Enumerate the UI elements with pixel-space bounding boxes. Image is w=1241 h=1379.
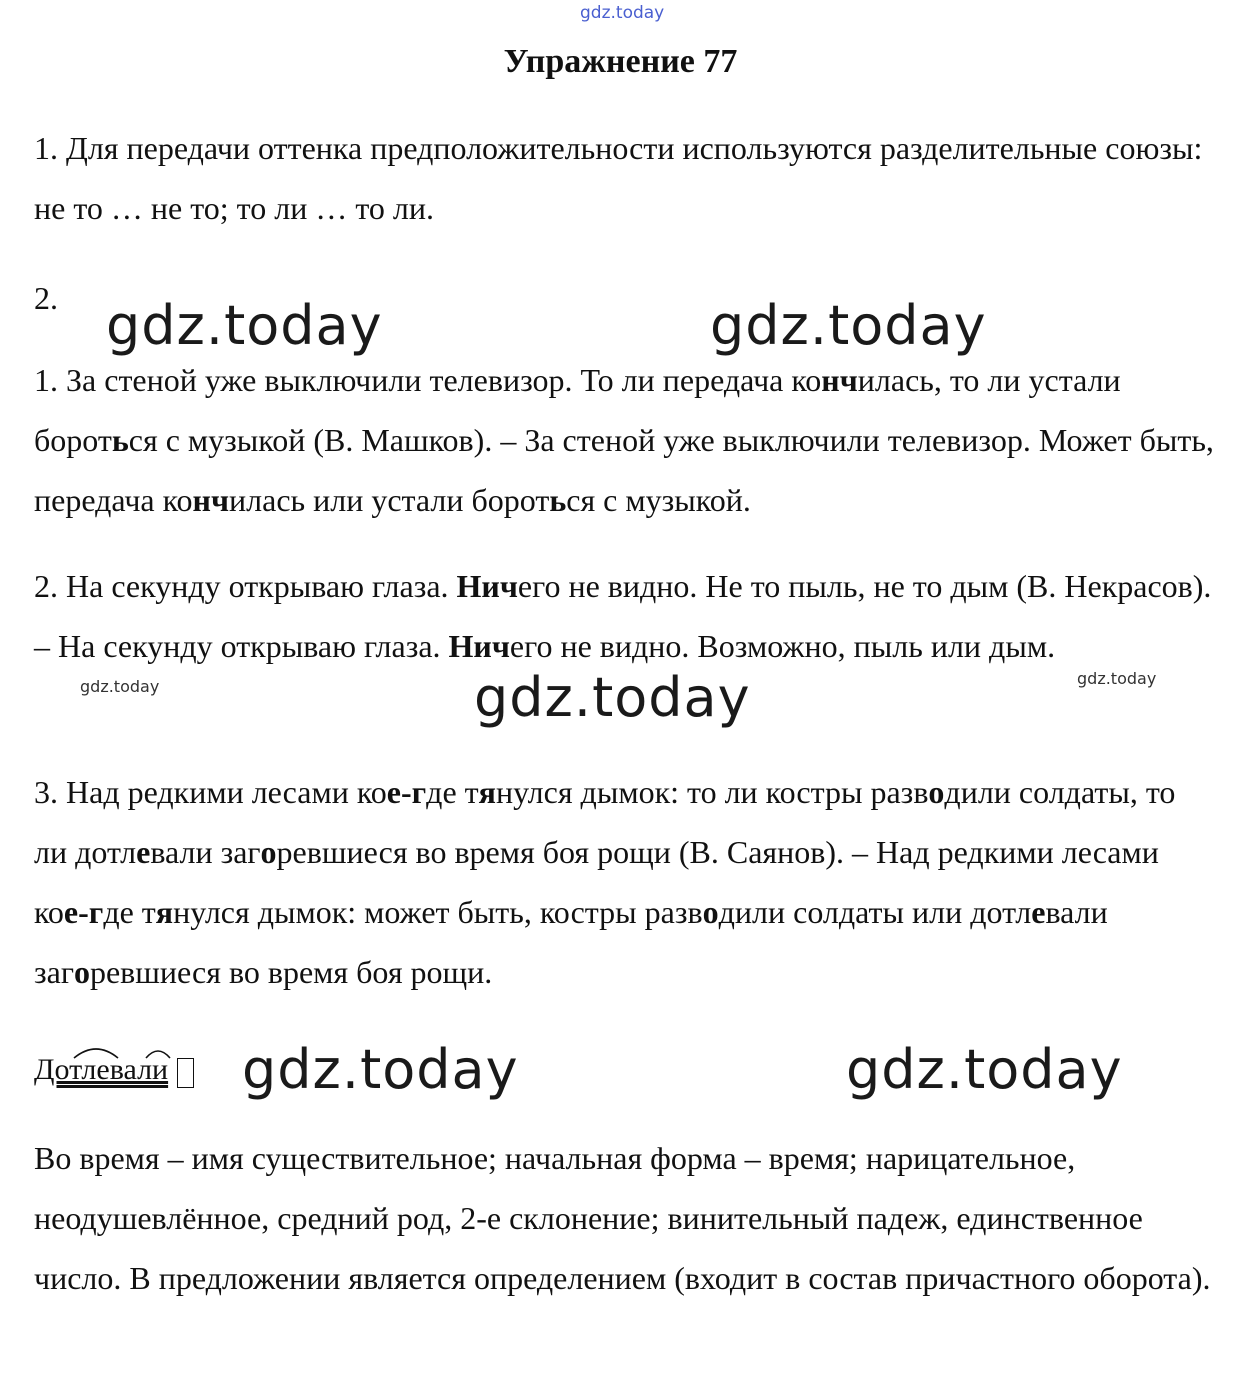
watermark-big: gdz.today bbox=[710, 294, 987, 357]
ending-box bbox=[177, 1058, 194, 1088]
text-run: ся с музыкой. bbox=[566, 482, 751, 518]
watermark-small: gdz.today bbox=[1077, 669, 1157, 688]
sentence-item-1 bbox=[34, 350, 1214, 530]
sentence-item-3 bbox=[34, 762, 1214, 1002]
highlighted-letters: ь bbox=[549, 482, 567, 518]
highlighted-letters: я bbox=[478, 774, 496, 810]
highlighted-letters: Нич bbox=[456, 568, 518, 604]
text-run: де т bbox=[426, 774, 479, 810]
text-run: 1. За стеной уже выключили телевизор. То ли передача ко bbox=[34, 362, 822, 398]
text-run: де т bbox=[103, 894, 156, 930]
text-run: дили солдаты, то ли дотл bbox=[34, 774, 1176, 870]
text-run: ревшиеся во время боя рощи (В. Саянов). – Над редкими лесами ко bbox=[34, 834, 1159, 930]
task1-text: 1. Для передачи оттенка предположительности используются разделительные союзы: не то … не то; то ли … то ли. bbox=[34, 130, 1203, 226]
highlighted-letters: о bbox=[260, 834, 277, 870]
highlighted-letters: ь bbox=[111, 422, 129, 458]
text-run: дили солдаты или дотл bbox=[718, 894, 1032, 930]
highlighted-letters: е-г bbox=[63, 894, 104, 930]
watermark-big: gdz.today bbox=[242, 1038, 519, 1101]
text-run: его не видно. Возможно, пыль или дым. bbox=[509, 628, 1056, 664]
highlighted-letters: нч bbox=[192, 482, 230, 518]
morphological-analysis-text: Во время – имя существительное; начальная форма – время; нарицательное, неодушевлённое, средний род, 2-е склонение; винительный падеж, единственное число. В предложении является определением (входит в состав причастного оборота). bbox=[34, 1140, 1211, 1296]
highlighted-letters: о bbox=[928, 774, 945, 810]
watermark-top: gdz.today bbox=[580, 3, 665, 23]
text-run: илась или устали борот bbox=[229, 482, 550, 518]
text-run: вали заг bbox=[34, 894, 1108, 990]
exercise-title: Упражнение 77 bbox=[503, 43, 738, 80]
highlighted-letters: е-г bbox=[386, 774, 427, 810]
task2-number: 2. bbox=[34, 280, 58, 316]
highlighted-letters: Нич bbox=[448, 628, 510, 664]
highlighted-letters: я bbox=[155, 894, 174, 930]
text-run: ревшиеся во время боя рощи. bbox=[89, 954, 493, 990]
highlighted-letters: е bbox=[136, 834, 151, 870]
text-run: нулся дымок: может быть, костры разв bbox=[173, 894, 703, 930]
text-run: нулся дымок: то ли костры разв bbox=[495, 774, 929, 810]
text-run: ся с музыкой (В. Машков). – За стеной уже выключили телевизор. Может быть, передача ко bbox=[34, 422, 1214, 518]
watermark-big: gdz.today bbox=[474, 666, 751, 729]
text-run: вали заг bbox=[150, 834, 261, 870]
text-run: 2. На секунду открываю глаза. bbox=[34, 568, 457, 604]
highlighted-letters: е bbox=[1031, 894, 1046, 930]
watermark-small: gdz.today bbox=[80, 677, 160, 696]
highlighted-letters: нч bbox=[821, 362, 858, 398]
morpheme-analysis-word: Дотлевали bbox=[34, 1053, 169, 1086]
sentence-item-2 bbox=[34, 556, 1214, 676]
watermark-big: gdz.today bbox=[106, 294, 383, 357]
watermark-big: gdz.today bbox=[846, 1038, 1123, 1101]
highlighted-letters: о bbox=[702, 894, 719, 930]
text-run: 3. Над редкими лесами ко bbox=[34, 774, 387, 810]
text-run: его не видно. Не то пыль, не то дым (В. Некрасов). – На секунду открываю глаза. bbox=[34, 568, 1212, 664]
text-run: илась, то ли устали борот bbox=[34, 362, 1121, 458]
highlighted-letters: о bbox=[73, 954, 90, 990]
